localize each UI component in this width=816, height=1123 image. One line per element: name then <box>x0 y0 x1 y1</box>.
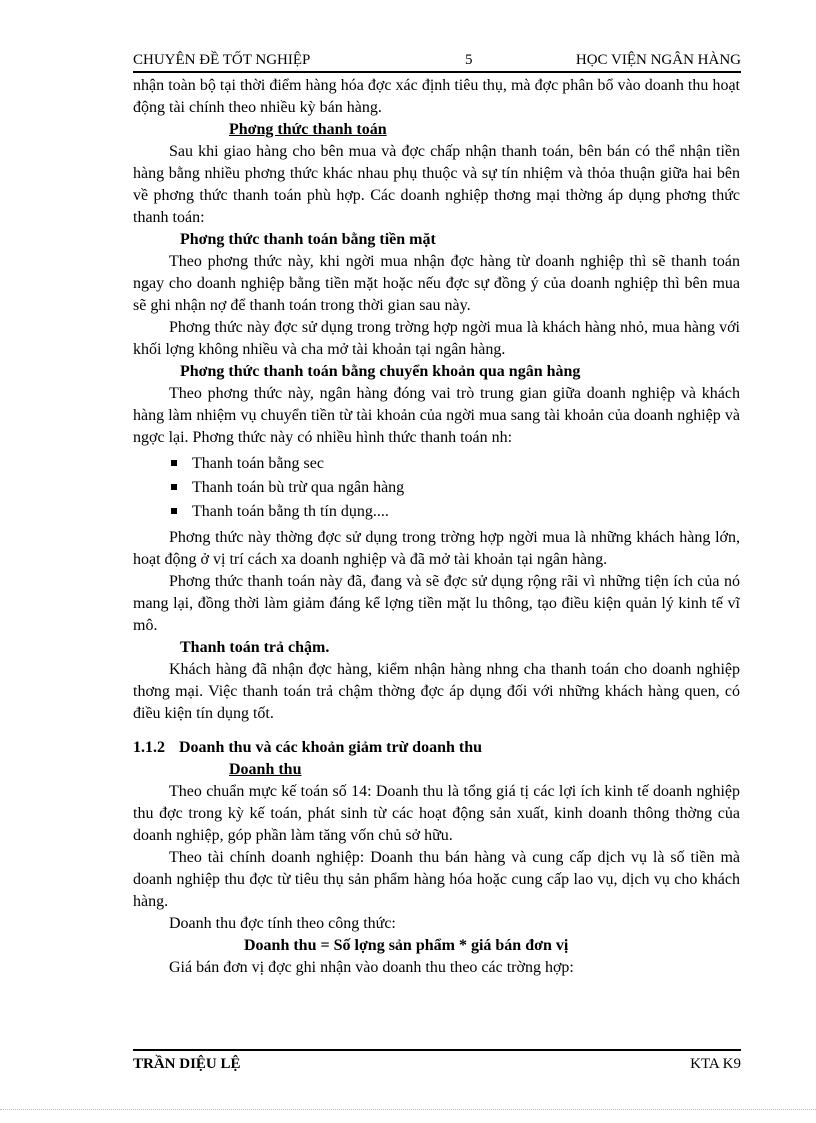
footer-rule <box>133 1049 741 1051</box>
footer-author: TRẦN DIỆU LỆ <box>133 1056 241 1072</box>
list-item <box>133 500 740 524</box>
bullet-square-icon <box>171 460 177 466</box>
paragraph: Theo tài chính doanh nghiệp: Doanh thu bán hàng và cung cấp dịch vụ là số tiền mà doanh nghiệp thu đợc từ tiêu thụ sản phẩm hàng hóa hoặc cung cấp lao vụ, dịch vụ cho khách hàng. <box>133 849 740 910</box>
section-number: 1.1.2 <box>133 739 165 756</box>
paragraph: Khách hàng đã nhận đợc hàng, kiểm nhận hàng nhng cha thanh toán cho doanh nghiệp thơng mại. Việc thanh toán trả chậm thờng đợc áp dụng đối với những khách hàng quen, có điều kiện tín dụng tốt. <box>133 661 740 722</box>
heading-revenue: Doanh thu <box>229 761 302 778</box>
header-page-number: 5 <box>465 52 473 68</box>
paragraph: Phơng thức này đợc sử dụng trong trờng hợp ngời mua là khách hàng nhỏ, mua hàng với khối lợng không nhiều và cha mở tài khoản tại ngân hàng. <box>133 319 740 358</box>
document-body <box>133 75 740 979</box>
paragraph: Theo chuẩn mực kế toán số 14: Doanh thu là tổng giá tị các lợi ích kinh tế doanh nghiệp thu đợc trong kỳ kế toán, phát sinh từ các hoạt động sản xuất, kinh doanh thông thờng của doanh nghiệp, góp phần làm tăng vốn chủ sở hữu. <box>133 783 740 844</box>
section-heading <box>133 737 740 759</box>
bullet-square-icon <box>171 484 177 490</box>
page-header <box>133 52 741 72</box>
list-item-text: Thanh toán bằng sec <box>192 455 324 472</box>
heading-cash-payment: Phơng thức thanh toán bằng tiền mặt <box>180 231 436 248</box>
spacer <box>133 725 740 737</box>
paragraph: Sau khi giao hàng cho bên mua và đợc chấp nhận thanh toán, bên bán có thể nhận tiền hàng bằng nhiều phơng thức khác nhau phụ thuộc và sự tín nhiệm và thỏa thuận giữa hai bên về phơng thức thanh toán phù hợp. Các doanh nghiệp thơng mại thờng áp dụng phơng thức thanh toán: <box>133 143 740 226</box>
header-rule <box>133 71 741 73</box>
heading-payment-methods: Phơng thức thanh toán <box>229 121 387 138</box>
list-item-text: Thanh toán bằng th tín dụng.... <box>192 503 389 520</box>
paragraph: Theo phơng thức này, ngân hàng đóng vai trò trung gian giữa doanh nghiệp và khách hàng làm nhiệm vụ chuyển tiền từ tài khoản của ngời mua sang tài khoản của doanh nghiệp và ngợc lại. Phơng thức này có nhiều hình thức thanh toán nh: <box>133 385 740 446</box>
bullet-square-icon <box>171 508 177 514</box>
list-item <box>133 476 740 500</box>
list-item <box>133 452 740 476</box>
header-title-left: CHUYÊN ĐỀ TỐT NGHIỆP <box>133 52 311 68</box>
section-title: Doanh thu và các khoản giảm trừ doanh thu <box>179 739 482 756</box>
paragraph: Phơng thức thanh toán này đã, đang và sẽ đợc sử dụng rộng rãi vì những tiện ích của nó mang lại, đồng thời làm giảm đáng kể lợng tiền mặt lu thông, tạo điều kiện quản lý kinh tế vĩ mô. <box>133 573 740 634</box>
paragraph: Doanh thu đợc tính theo công thức: <box>169 915 396 932</box>
paragraph: nhận toàn bộ tại thời điểm hàng hóa đợc xác định tiêu thụ, mà đợc phân bổ vào doanh thu hoạt động tài chính theo nhiều kỳ bán hàng. <box>133 77 740 116</box>
paragraph: Theo phơng thức này, khi ngời mua nhận đợc hàng từ doanh nghiệp thì sẽ thanh toán ngay cho doanh nghiệp bằng tiền mặt hoặc nếu đợc sự đồng ý của doanh nghiệp thì bên mua sẽ ghi nhận nợ để thanh toán trong thời gian sau này. <box>133 253 740 314</box>
heading-deferred-payment: Thanh toán trả chậm. <box>180 639 330 656</box>
page-footer <box>133 1056 741 1076</box>
revenue-formula: Doanh thu = Số lợng sản phẩm * giá bán đơn vị <box>244 937 569 954</box>
payment-forms-list <box>133 452 740 524</box>
list-item-text: Thanh toán bù trừ qua ngân hàng <box>192 479 405 496</box>
header-title-right: HỌC VIỆN NGÂN HÀNG <box>575 52 741 68</box>
paragraph: Giá bán đơn vị đợc ghi nhận vào doanh thu theo các trờng hợp: <box>169 959 574 976</box>
paragraph: Phơng thức này thờng đợc sử dụng trong trờng hợp ngời mua là những khách hàng lớn, hoạt động ở vị trí cách xa doanh nghiệp và đã mở tài khoản tại ngân hàng. <box>133 529 740 568</box>
heading-bank-transfer: Phơng thức thanh toán bằng chuyển khoản qua ngân hàng <box>180 363 581 380</box>
footer-class: KTA K9 <box>690 1056 741 1072</box>
page-edge-divider <box>0 1109 816 1110</box>
